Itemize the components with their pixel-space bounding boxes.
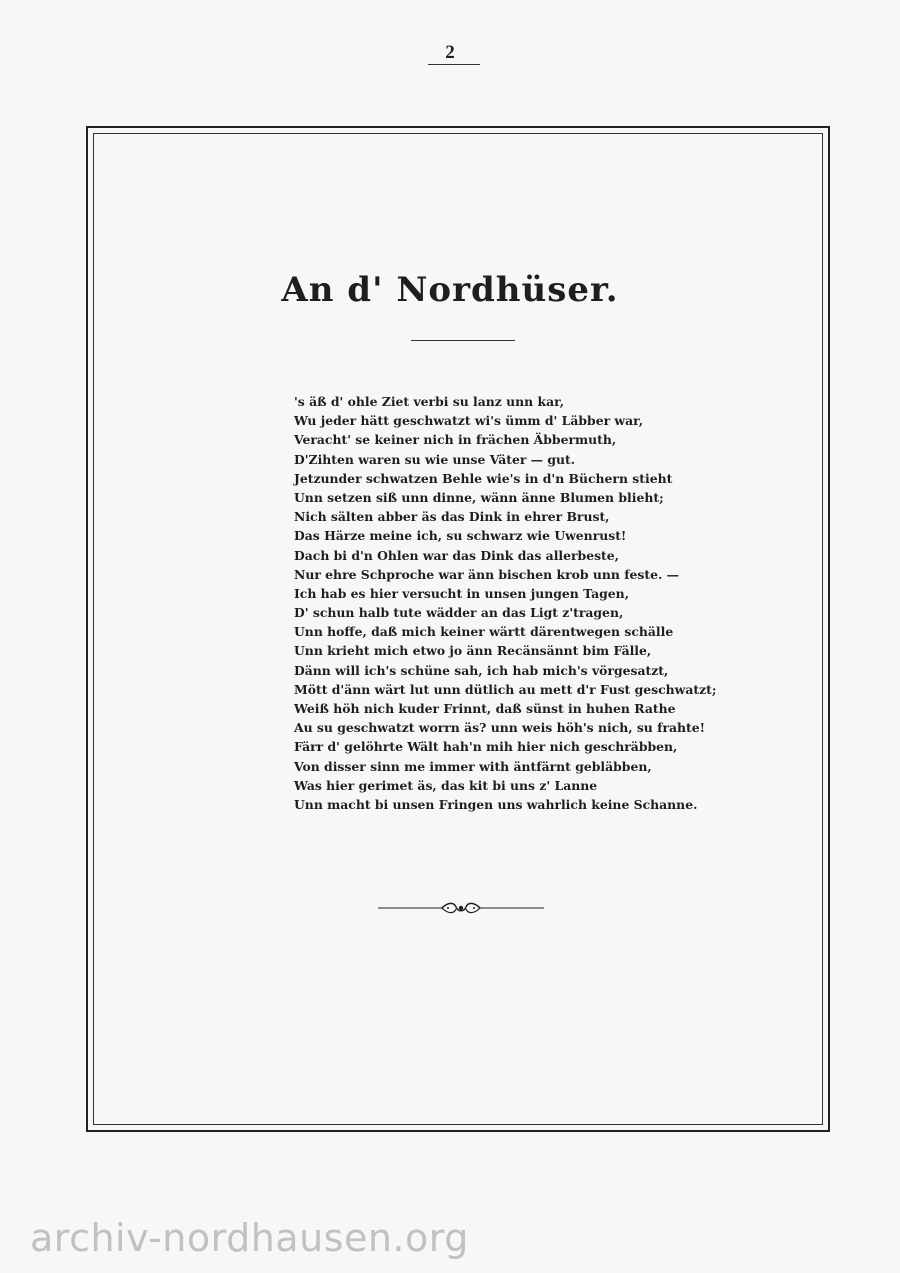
- poem-line: Dänn will ich's schüne sah, ich hab mich's vörgesatzt,: [294, 662, 669, 678]
- poem-line: D'Zihten waren su wie unse Väter — gut.: [294, 451, 576, 467]
- poem-line: Unn krieht mich etwo jo änn Recänsännt bim Fälle,: [294, 643, 652, 659]
- poem-line: Nur ehre Schproche war änn bischen krob unn feste. —: [294, 566, 680, 582]
- poem-line: Dach bi d'n Ohlen war das Dink das allerbeste,: [294, 547, 619, 563]
- poem-line: Veracht' se keiner nich in frächen Äbbermuth,: [294, 432, 617, 448]
- watermark: archiv-nordhausen.org: [30, 1216, 469, 1260]
- poem-text: [294, 392, 717, 814]
- poem-line: Ich hab es hier versucht in unsen jungen Tagen,: [294, 585, 630, 601]
- page-number-rule: [428, 64, 480, 65]
- poem-title: An d' Nordhüser.: [281, 270, 619, 310]
- poem-line: Nich sälten abber äs das Dink in ehrer Brust,: [294, 509, 610, 525]
- poem-line: Was hier gerimet äs, das kit bi uns z' Lanne: [294, 777, 598, 793]
- poem-line: Weiß höh nich kuder Frinnt, daß sünst in huhen Rathe: [294, 701, 676, 716]
- poem-line: Wu jeder hätt geschwatzt wi's ümm d' Läbber war,: [294, 413, 644, 429]
- poem-line: Das Härze meine ich, su schwarz wie Uwenrust!: [294, 528, 627, 544]
- poem-line: Von disser sinn me immer with äntfärnt gebläbben,: [294, 758, 652, 774]
- poem-line: Jetzunder schwatzen Behle wie's in d'n Büchern stieht: [294, 470, 673, 486]
- page-number: 2: [445, 42, 455, 63]
- poem-line: Unn setzen siß unn dinne, wänn änne Blumen blieht;: [294, 489, 664, 505]
- poem-line: Unn hoffe, daß mich keiner wärtt därentwegen schälle: [294, 624, 674, 640]
- poem-line: Au su geschwatzt worrn äs? unn weis höh's nich, su frahte!: [294, 720, 706, 736]
- title-rule: [411, 340, 515, 341]
- decorative-flourish-icon: [378, 898, 544, 918]
- poem-line: Färr d' gelöhrte Wält hah'n mih hier nich geschräbben,: [294, 739, 678, 755]
- poem-line: 's äß d' ohle Ziet verbi su lanz unn kar,: [294, 394, 565, 409]
- poem-line: D' schun halb tute wädder an das Ligt z'tragen,: [294, 605, 624, 621]
- poem-line: Unn macht bi unsen Fringen uns wahrlich keine Schanne.: [294, 796, 698, 812]
- poem-line: Mött d'änn wärt lut unn dütlich au mett d'r Fust geschwatzt;: [294, 681, 717, 697]
